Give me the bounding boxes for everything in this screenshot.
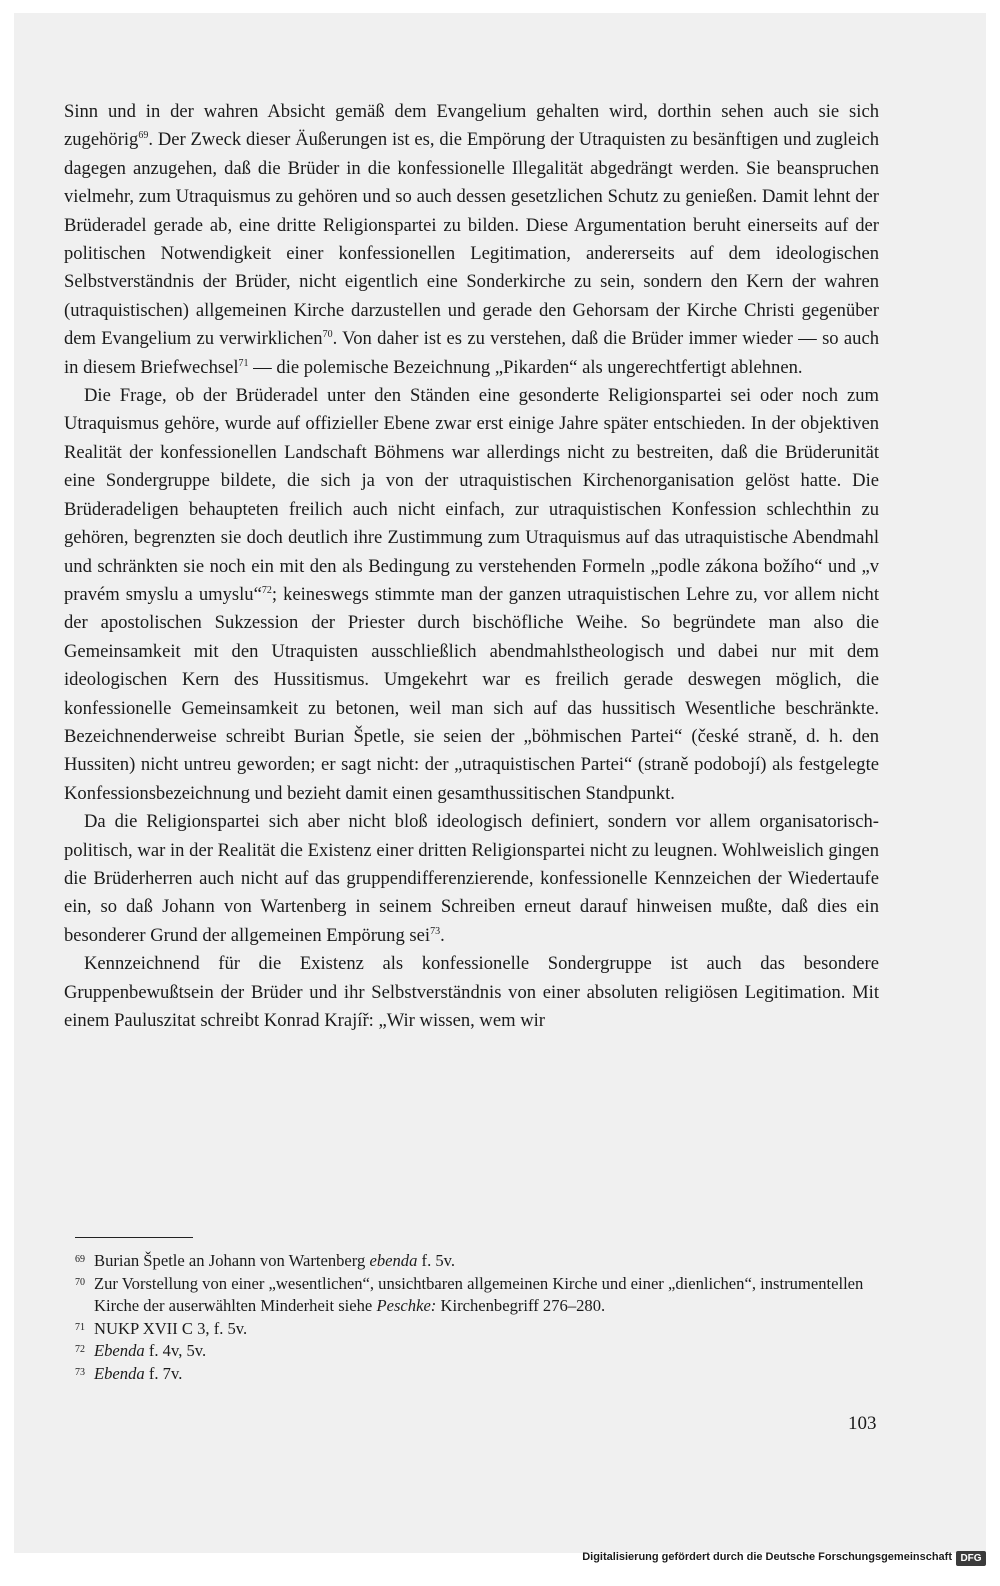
paragraph-2 (64, 382, 879, 808)
footnote-text-rest: Kirchenbegriff 276–280. (436, 1296, 606, 1316)
footnote-text: Burian Špetle an Johann von Wartenberg (94, 1251, 370, 1270)
paragraph-3-text-b: . (440, 924, 445, 946)
paragraph-1-text-b: . Der Zweck dieser Äußerungen ist es, die Empörung der Utraquisten zu besänftigen und zugleich dagegen anzugehen, daß die Brüder in die konfessionelle Illegalität abgedrängt werden. Sie beanspruchen vielmehr, zum Utraquismus zu gehören und so auch dessen gesetzlichen Schutz zu genießen. Damit lehnt der Brüderadel gerade ab, eine dritte Religionspartei zu bilden. Diese Argumentation beruht einerseits auf der politischen Notwendigkeit einer konfessionellen Legitimation, andererseits auf dem ideologischen Selbstverständnis der Brüder, nicht eigentlich eine Sonderkirche zu sein, sondern den Kern der wahren (utraquistischen) allgemeinen Kirche darzustellen und gerade den Gehorsam der Kirche Christi gegenüber dem Evangelium zu verwirklichen (64, 129, 879, 350)
paragraph-3 (64, 808, 879, 950)
footnote-italic: Peschke: (376, 1296, 437, 1316)
footnote-text: Zur Vorstellung von einer „wesentlichen“, unsichtbaren allgemeinen Kirche und einer „dienlichen“, instrumentellen Kirche der auserwählten Minderheit siehe (94, 1273, 864, 1316)
main-text (64, 98, 879, 1035)
footnote-number: 69 (75, 1254, 85, 1265)
footnote-number: 72 (75, 1344, 85, 1356)
page-number: 103 (848, 1413, 877, 1434)
footnote-ref-71: 71 (238, 357, 249, 369)
footnote-italic: Ebenda (94, 1341, 145, 1361)
footnote-italic: ebenda (369, 1251, 418, 1270)
footnote-71 (75, 1318, 895, 1341)
paragraph-4 (64, 950, 879, 1035)
paragraph-2-text-b: ; keineswegs stimmte man der ganzen utraquistischen Lehre zu, vor allem nicht der apostolischen Sukzession der Priester durch bischöfliche Weihe. So begründete man also die Gemeinsamkeit mit den Utraquisten ausschließlich abendmahlstheologisch und dabei nur mit dem ideologischen Kern des Hussitismus. Umgekehrt war es freilich gerade deswegen möglich, die konfessionelle Gemeinsamkeit zu betonen, weil man sich auf das hussitisch Wesentliche beschränkte. Bezeichnenderweise schreibt Burian Špetle, sie seien der „böhmischen Partei“ (české straně, d. h. den Hussiten) nicht untreu geworden; er sagt nicht: der „utraquistischen Partei“ (straně podobojí) als festgelegte Konfessionsbezeichnung und bezieht damit einen gesamthussitischen Standpunkt. (64, 583, 880, 804)
footnote-ref-73: 73 (430, 925, 441, 937)
footnote-text: NUKP XVII C 3, f. 5v. (94, 1318, 248, 1338)
footnotes (75, 1250, 895, 1386)
paragraph-1-text-c: . Von daher ist es zu verstehen, daß die Brüder immer wieder — so auch in diesem Briefwechsel (64, 328, 879, 378)
paragraph-4-text: Kennzeichnend für die Existenz als konfessionelle Sondergruppe ist auch das besondere Gruppenbewußtsein der Brüder und ihr Selbstverständnis von einer absoluten religiösen Legitimation. Mit einem Pauluszitat schreibt Konrad Krajíř: „Wir wissen, wem wir (64, 953, 879, 1031)
dfg-logo: DFG (956, 1551, 986, 1566)
footnote-divider (75, 1237, 193, 1238)
digitization-credit: Digitalisierung gefördert durch die Deutsche Forschungsgemeinschaft (582, 1551, 952, 1563)
footnote-ref-70: 70 (322, 329, 333, 341)
footnote-73 (75, 1363, 895, 1386)
footnote-number: 70 (75, 1276, 85, 1288)
footnote-italic: Ebenda (94, 1363, 145, 1383)
footnote-number: 73 (75, 1366, 85, 1378)
footnote-69 (75, 1250, 895, 1273)
paragraph-1-text-a: Sinn und in der wahren Absicht gemäß dem Evangelium gehalten wird, dorthin sehen auch sie sich zugehörig (64, 101, 879, 151)
paragraph-1-text-d: — die polemische Bezeichnung „Pikarden“ als ungerechtfertigt ablehnen. (248, 356, 803, 378)
footnote-text-rest: f. 7v. (144, 1363, 183, 1383)
footnote-ref-69: 69 (138, 130, 149, 142)
footnote-ref-72: 72 (261, 584, 272, 596)
paragraph-3-text-a: Da die Religionspartei sich aber nicht bloß ideologisch definiert, sondern vor allem organisatorisch-politisch, war in der Realität die Existenz einer dritten Religionspartei nicht zu leugnen. Wohlweislich gingen die Brüderherren auch nicht auf das gruppendifferenzierende, konfessionelle Kennzeichen der Wiedertaufe ein, so daß Johann von Wartenberg in seinem Schreiben erneut darauf hinweisen mußte, daß dies ein besonderer Grund der allgemeinen Empörung sei (64, 811, 879, 946)
paragraph-1 (64, 98, 879, 382)
footnote-70 (75, 1273, 895, 1318)
footnote-text-rest: f. 5v. (417, 1251, 456, 1270)
footnote-number: 71 (75, 1321, 85, 1333)
footnote-72 (75, 1340, 895, 1363)
footnote-text-rest: f. 4v, 5v. (144, 1341, 207, 1361)
paragraph-2-text-a: Die Frage, ob der Brüderadel unter den Ständen eine gesonderte Religionspartei sei oder noch zum Utraquismus gehöre, wurde auf offizieller Ebene zwar erst einige Jahre später entschieden. In der objektiven Realität der konfessionellen Landschaft Böhmens war allerdings nicht zu bestreiten, daß die Brüderunität eine Sondergruppe bildete, die sich ja von der utraquistischen Kirchenorganisation gelöst hatte. Die Brüderadeligen behaupteten freilich auch nicht einfach, zur utraquistischen Konfession schlechthin zu gehören, begrenzten sie doch deutlich ihre Zustimmung zum Utraquismus auf das utraquistische Abendmahl und schränkten sie noch ein mit den als Bedingung zu verstehenden Formeln „podle zákona božího“ und „v pravém smyslu a umyslu“ (64, 385, 879, 605)
